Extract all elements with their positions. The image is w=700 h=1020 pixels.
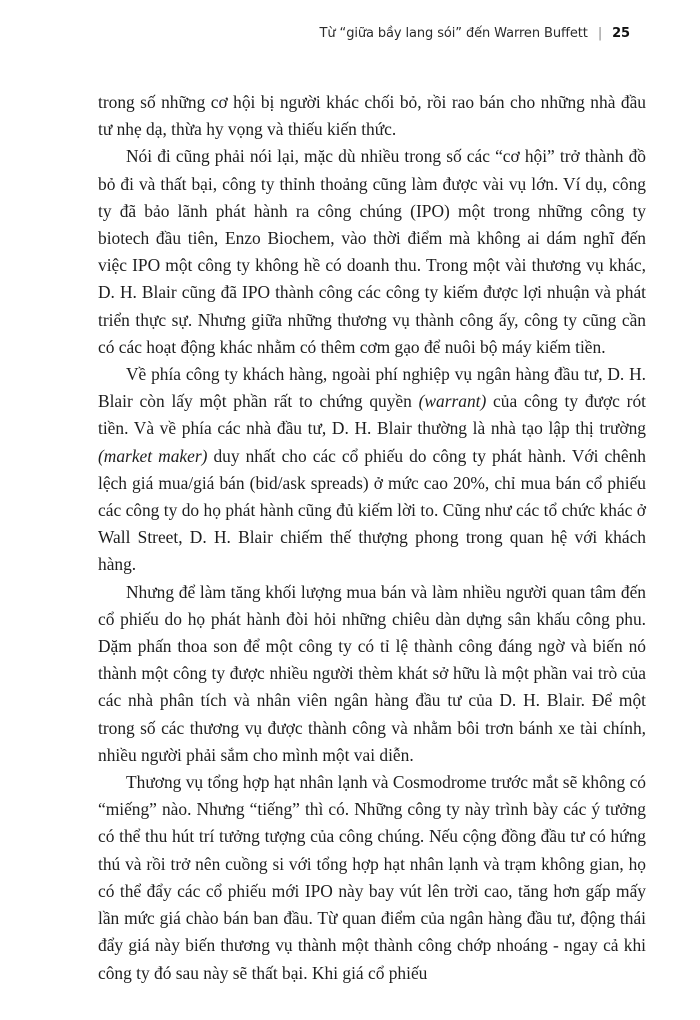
chapter-title: Từ “giữa bầy lang sói” đến Warren Buffett (319, 26, 588, 41)
paragraph-text: Về phía công ty khách hàng, ngoài phí nghiệp vụ ngân hàng đầu tư, D. H. Blair còn lấy một phần rất to chứng quyền (98, 364, 646, 412)
paragraph: Nhưng để làm tăng khối lượng mua bán và làm nhiều người quan tâm đến cổ phiếu do họ phát hành đòi hỏi những chiêu dàn dựng sân khấu công phu. Dặm phấn thoa son để một công ty có tỉ lệ thành công đáng ngờ và biến nó thành một công ty được nhiều người thèm khát sở hữu là một phần vai trò của các nhà phân tích và nhân viên ngân hàng đầu tư của D. H. Blair. Để một trong số các thương vụ được thành công và nhằm bôi trơn bánh xe tài chính, nhiều người phải sắm cho mình một vai diễn. (98, 581, 646, 765)
italic-term-market-maker: (market maker) (98, 445, 208, 466)
italic-term-warrant: (warrant) (418, 391, 487, 412)
paragraph-text: duy nhất cho các cổ phiếu do công ty phát hành. Với chênh lệch giá mua/giá bán (bid/ask spreads) ở mức cao 20%, chỉ mua bán cổ phiếu các công ty do họ phát hành cũng đủ kiếm lời to. Cũng như các tổ chức khác ở Wall Street, D. H. Blair chiếm thế thượng phong trong quan hệ với khách hàng. (98, 445, 646, 575)
paragraph: Thương vụ tổng hợp hạt nhân lạnh và Cosmodrome trước mắt sẽ không có “miếng” nào. Nhưng “tiếng” thì có. Những công ty này trình bày các ý tưởng có thể thu hút trí tưởng tượng của công chúng. Nếu cộng đồng đầu tư có hứng thú và rồi trở nên cuồng si với tổng hợp hạt nhân lạnh và trạm không gian, họ có thể đẩy các cổ phiếu mới IPO này bay vút lên trời cao, tăng hơn gấp mấy lần mức giá chào bán ban đầu. Từ quan điểm của ngân hàng đầu tư, động thái đẩy giá này biến thương vụ thành một thành công chớp nhoáng - ngay cả khi công ty đó sau này sẽ thất bại. Khi giá cổ phiếu (98, 772, 646, 983)
header-separator: | (597, 26, 603, 41)
paragraph: Nói đi cũng phải nói lại, mặc dù nhiều trong số các “cơ hội” trở thành đồ bỏ đi và thất bại, công ty thỉnh thoảng cũng làm được vài vụ lớn. Ví dụ, công ty đã bảo lãnh phát hành ra công chúng (IPO) một trong những công ty biotech đầu tiên, Enzo Biochem, vào thời điểm mà không ai dám nghĩ đến việc IPO một công ty không hề có doanh thu. Trong một vài thương vụ khác, D. H. Blair cũng đã IPO thành công các công ty kiếm được lợi nhuận và phát triển thực sự. Nhưng giữa những thương vụ thành công ấy, công ty cũng cần có các hoạt động khác nhằm có thêm cơm gạo để nuôi bộ máy kiếm tiền. (98, 146, 646, 357)
paragraph (98, 361, 646, 579)
paragraph-text: của công ty được rót tiền. Và về phía các nhà đầu tư, D. H. Blair thường là nhà tạo lập thị trường (98, 391, 646, 439)
paragraph-continued: trong số những cơ hội bị người khác chối bỏ, rồi rao bán cho những nhà đầu tư nhẹ dạ, thừa hy vọng và thiếu kiến thức. (98, 92, 646, 140)
body-text (98, 89, 646, 987)
running-header (320, 26, 630, 41)
page-number: 25 (612, 26, 630, 41)
